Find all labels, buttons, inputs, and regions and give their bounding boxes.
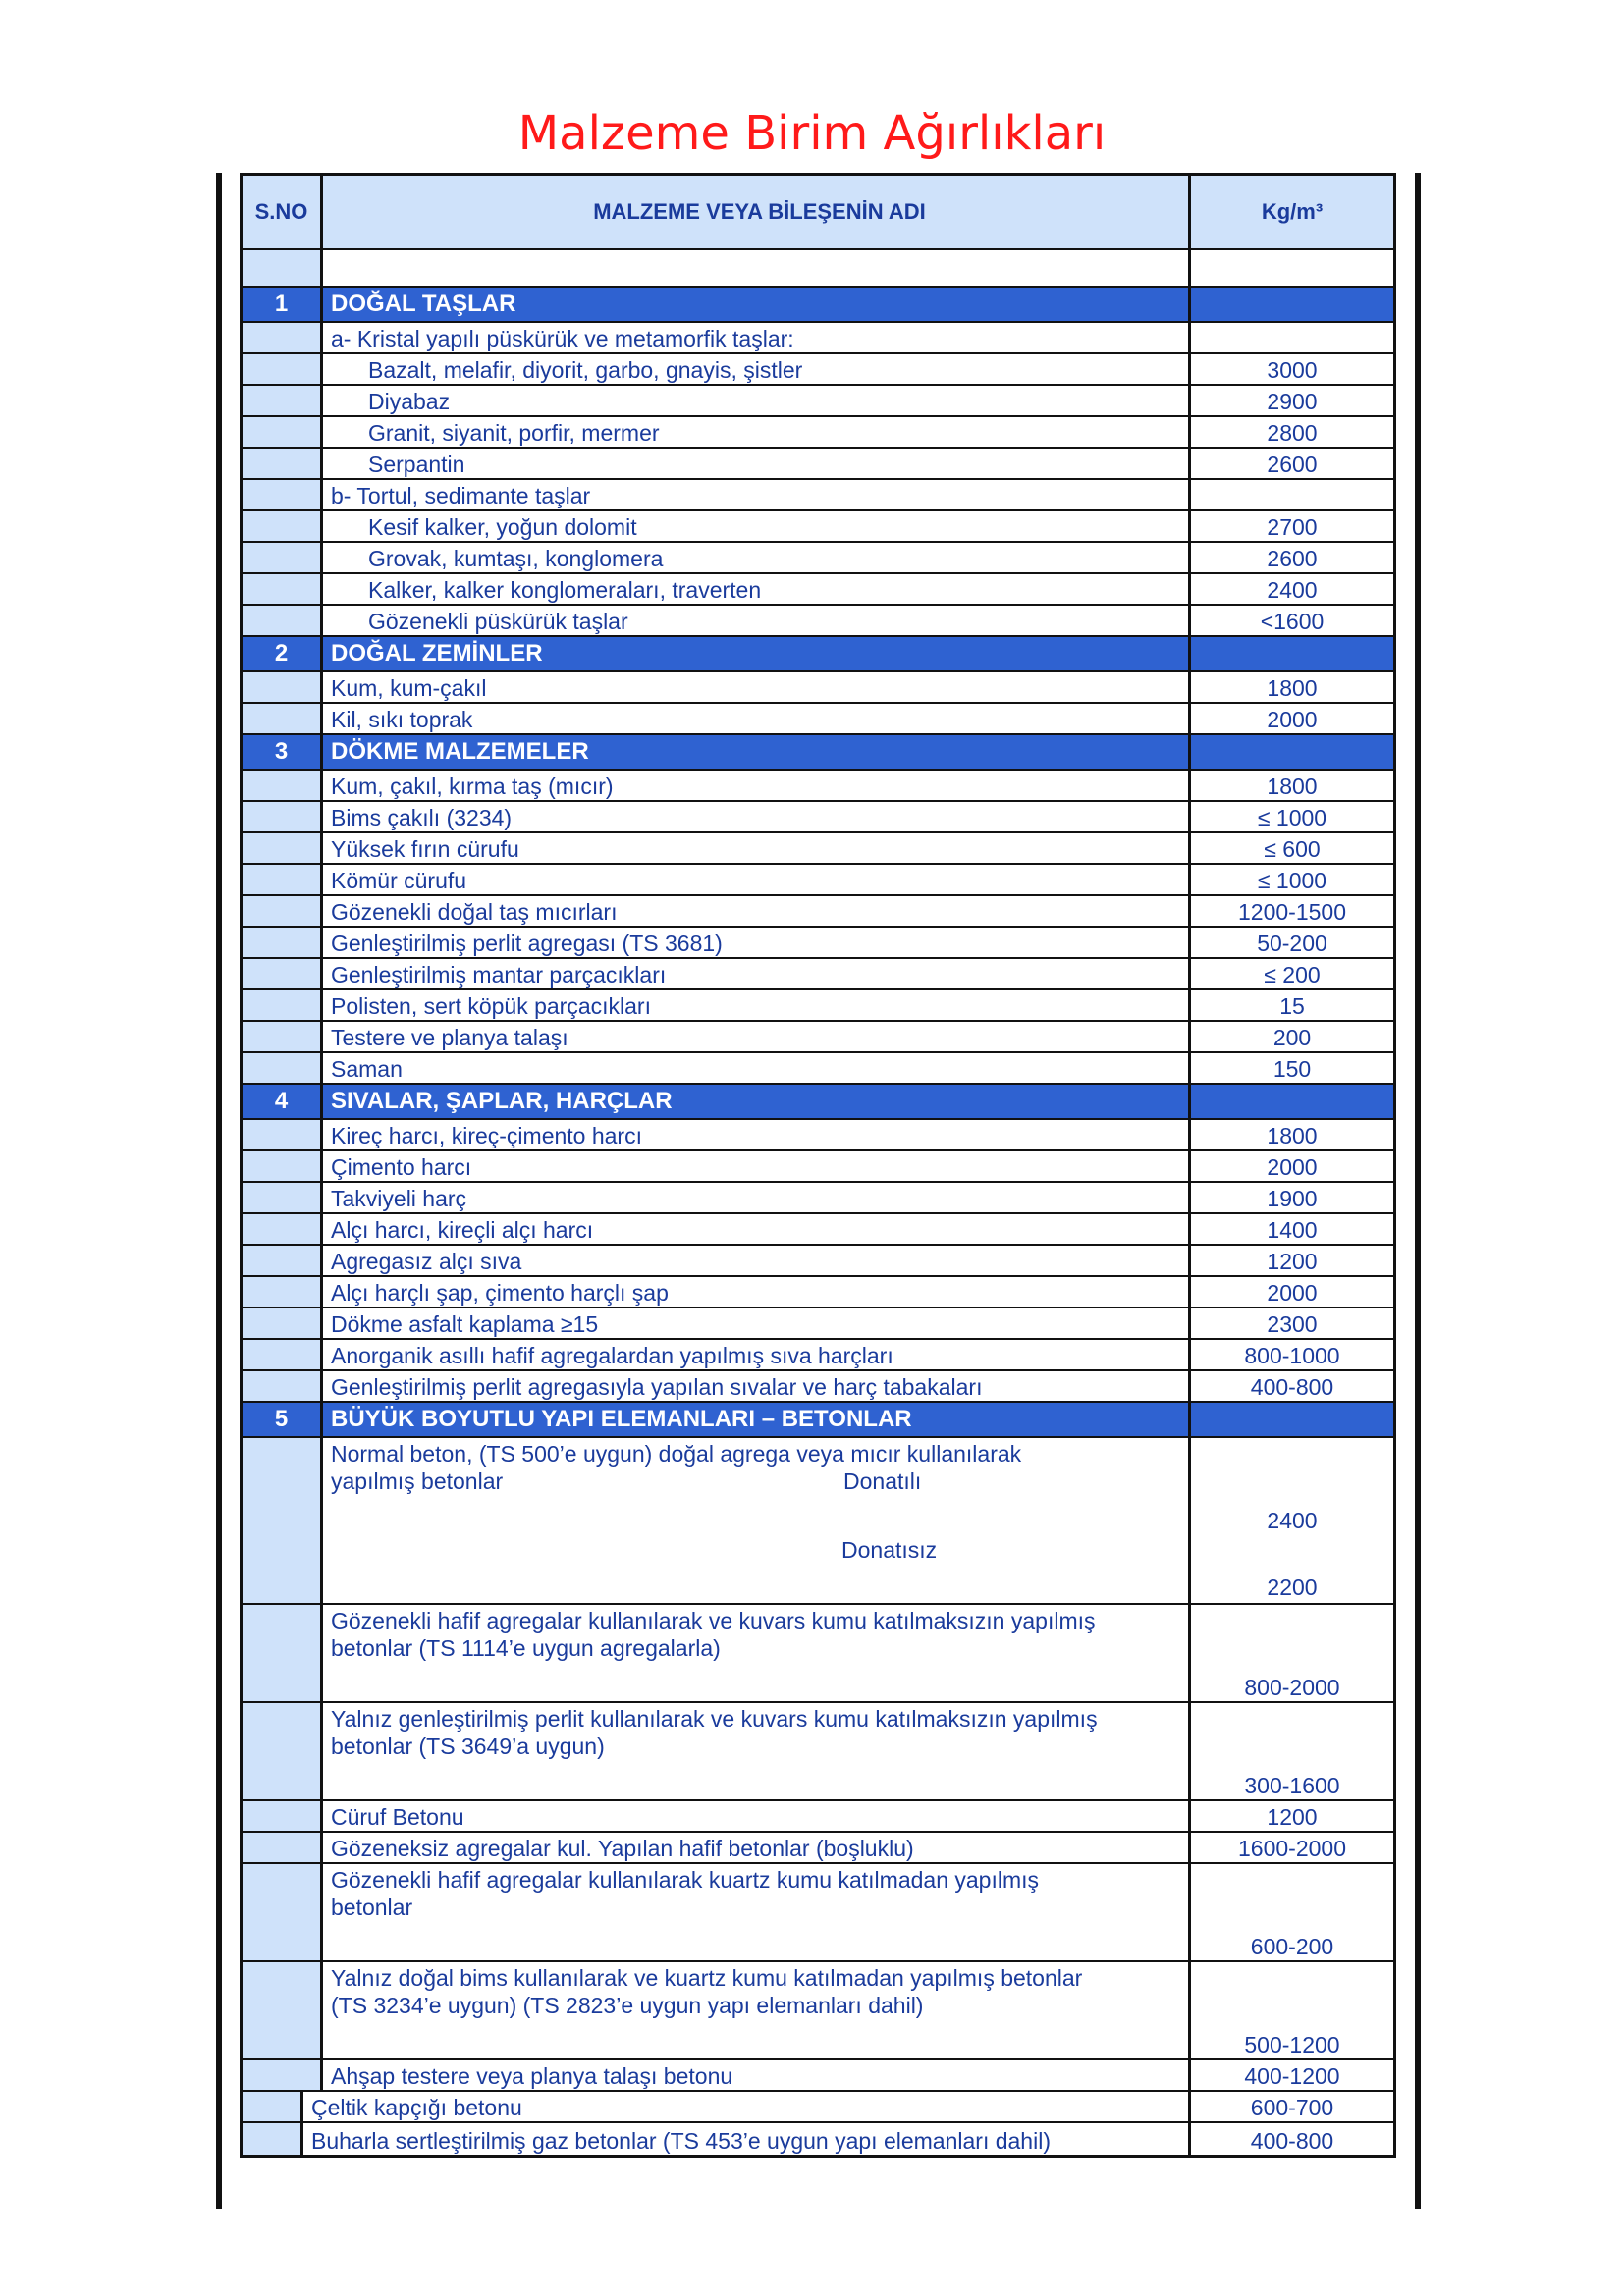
- left-border-line: [216, 173, 222, 2209]
- sno-cell: [243, 1277, 323, 1307]
- sno-cell: [243, 543, 323, 572]
- sno-cell: [243, 574, 323, 604]
- table-row: [240, 672, 1396, 704]
- table-row: [240, 865, 1396, 896]
- material-name: Anorganik asıllı hafif agregalardan yapılmış sıva harçları: [323, 1340, 1191, 1369]
- sno-cell: [243, 865, 323, 894]
- material-name: Kömür cürufu: [323, 865, 1191, 894]
- table-row: [240, 606, 1396, 637]
- right-border-line: [1415, 173, 1421, 2209]
- variant-label: Donatılı: [843, 1468, 922, 1494]
- value-text: 2400: [1267, 1508, 1318, 1533]
- material-value: 1800: [1267, 1123, 1318, 1148]
- material-name: Çeltik kapçığı betonu: [303, 2092, 1191, 2121]
- table-row: [240, 833, 1396, 865]
- table-row: [240, 480, 1396, 511]
- material-value: 300-1600: [1244, 1773, 1340, 1798]
- sno-cell: [243, 959, 323, 988]
- section-header-row: [240, 1403, 1396, 1438]
- material-name: Bims çakılı (3234): [323, 802, 1191, 831]
- table-row: [240, 1151, 1396, 1183]
- material-name: Genleştirilmiş perlit agregasıyla yapılan sıvalar ve harç tabakaları: [323, 1371, 1191, 1401]
- material-name: Çimento harcı: [323, 1151, 1191, 1181]
- material-value: 2300: [1267, 1311, 1318, 1337]
- header-material-name: MALZEME VEYA BİLEŞENİN ADI: [323, 176, 1191, 248]
- sno-cell: [243, 1214, 323, 1244]
- table-row: [240, 1214, 1396, 1246]
- material-value: 1200: [1267, 1249, 1318, 1274]
- material-name: Kalker, kalker konglomeraları, traverten: [323, 574, 1191, 604]
- material-value: 2700: [1267, 514, 1318, 540]
- material-name: Kil, sıkı toprak: [323, 704, 1191, 733]
- material-value: 2400: [1267, 577, 1318, 603]
- table-row: [240, 417, 1396, 449]
- section-header-row: [240, 1085, 1396, 1120]
- section-number: 1: [243, 288, 323, 321]
- table-row: [240, 323, 1396, 354]
- sno-cell: [243, 704, 323, 733]
- sno-cell: [243, 1801, 323, 1831]
- material-value: 500-1200: [1244, 2032, 1340, 2057]
- material-value: 150: [1272, 1056, 1312, 1082]
- sno-cell: [243, 2092, 303, 2121]
- table-row: [240, 771, 1396, 802]
- material-value: 2900: [1267, 389, 1318, 414]
- header-sno: S.NO: [243, 176, 323, 248]
- material-name: Cüruf Betonu: [323, 1801, 1191, 1831]
- material-value: 2000: [1267, 1154, 1318, 1180]
- sno-cell: [243, 480, 323, 509]
- material-name: Ahşap testere veya planya talaşı betonu: [323, 2060, 1191, 2090]
- material-value: 1200: [1267, 1804, 1318, 1830]
- table-row: [240, 1371, 1396, 1403]
- material-name: Diyabaz: [323, 386, 1191, 415]
- table-row: [240, 386, 1396, 417]
- section-title: DOĞAL ZEMİNLER: [323, 637, 1191, 670]
- material-value: 600-200: [1250, 1934, 1334, 1959]
- material-name: Alçı harcı, kireçli alçı harcı: [323, 1214, 1191, 1244]
- table-row: [240, 896, 1396, 928]
- table-row: [240, 1864, 1396, 1962]
- section-header-row: [240, 637, 1396, 672]
- material-name: Yüksek fırın cürufu: [323, 833, 1191, 863]
- material-name: b- Tortul, sedimante taşlar: [323, 480, 1191, 509]
- material-name: Saman: [323, 1053, 1191, 1083]
- table-row: [240, 1246, 1396, 1277]
- sno-cell: [243, 1864, 323, 1960]
- material-weights-table: [240, 173, 1396, 2158]
- section-value-cell: [1191, 1085, 1393, 1118]
- sno-cell: [243, 1962, 323, 2058]
- sno-cell: [243, 896, 323, 926]
- material-name: Testere ve planya talaşı: [323, 1022, 1191, 1051]
- table-row: [240, 1308, 1396, 1340]
- table-row: [240, 1703, 1396, 1801]
- material-value: ≤ 1000: [1257, 868, 1327, 893]
- table-header-row: [240, 176, 1396, 250]
- sno-cell: [243, 802, 323, 831]
- table-row: [240, 1605, 1396, 1703]
- sno-cell: [243, 771, 323, 800]
- sno-cell: [243, 928, 323, 957]
- material-value: 2600: [1267, 546, 1318, 571]
- sno-cell: [243, 449, 323, 478]
- material-value: ≤ 600: [1264, 836, 1321, 862]
- table-row: [240, 449, 1396, 480]
- material-name: Kum, kum-çakıl: [323, 672, 1191, 702]
- material-name: Kesif kalker, yoğun dolomit: [323, 511, 1191, 541]
- table-row: [240, 2123, 1396, 2155]
- table-row: [240, 704, 1396, 735]
- material-value: 1900: [1267, 1186, 1318, 1211]
- material-value: <1600: [1260, 609, 1325, 634]
- sno-cell: [243, 1120, 323, 1149]
- sno-cell: [243, 1340, 323, 1369]
- sno-cell: [243, 1833, 323, 1862]
- material-name: Serpantin: [323, 449, 1191, 478]
- material-name-text: Normal beton, (TS 500’e uygun) doğal agrega veya mıcır kullanılarak yapılmış betonlar: [331, 1441, 1022, 1494]
- material-name: Alçı harçlı şap, çimento harçlı şap: [323, 1277, 1191, 1307]
- sno-cell: [243, 323, 323, 352]
- table-row: [240, 1120, 1396, 1151]
- sno-cell: [243, 1022, 323, 1051]
- material-value: 1800: [1267, 675, 1318, 701]
- material-name: [323, 1438, 1191, 1603]
- sno-cell: [243, 2123, 303, 2155]
- table-row: [240, 1438, 1396, 1605]
- material-value: 400-800: [1250, 2128, 1334, 2154]
- material-name: Gözenekli hafif agregalar kullanılarak ve kuvars kumu katılmaksızın yapılmış betonlar (TS 1114’e uygun agregalarla): [323, 1605, 1191, 1701]
- material-name: Agregasız alçı sıva: [323, 1246, 1191, 1275]
- material-name: Takviyeli harç: [323, 1183, 1191, 1212]
- material-value: 1400: [1267, 1217, 1318, 1243]
- table-row: [240, 1022, 1396, 1053]
- material-name: Kireç harcı, kireç-çimento harcı: [323, 1120, 1191, 1149]
- page-title: Malzeme Birim Ağırlıkları: [517, 106, 1107, 161]
- table-row: [240, 1801, 1396, 1833]
- variant-label: Donatısız: [841, 1537, 938, 1563]
- section-title: BÜYÜK BOYUTLU YAPI ELEMANLARI – BETONLAR: [323, 1403, 1191, 1436]
- table-row: [240, 1053, 1396, 1085]
- table-row: [240, 1277, 1396, 1308]
- sno-cell: [243, 511, 323, 541]
- sno-cell: [243, 990, 323, 1020]
- material-name: Kum, çakıl, kırma taş (mıcır): [323, 771, 1191, 800]
- table-row: [240, 574, 1396, 606]
- material-name: a- Kristal yapılı püskürük ve metamorfik taşlar:: [323, 323, 1191, 352]
- material-name: Gözenekli püskürük taşlar: [323, 606, 1191, 635]
- section-value-cell: [1191, 1403, 1393, 1436]
- material-value: ≤ 200: [1264, 962, 1321, 988]
- section-value-cell: [1191, 637, 1393, 670]
- material-value: [1191, 323, 1393, 352]
- material-value: 15: [1279, 993, 1305, 1019]
- section-title: SIVALAR, ŞAPLAR, HARÇLAR: [323, 1085, 1191, 1118]
- table-row: [240, 543, 1396, 574]
- material-name: Buharla sertleştirilmiş gaz betonlar (TS 453’e uygun yapı elemanları dahil): [303, 2123, 1191, 2155]
- table-row: [240, 354, 1396, 386]
- sno-cell: [243, 1151, 323, 1181]
- table-row: [240, 1962, 1396, 2060]
- sno-cell: [243, 1605, 323, 1701]
- sno-cell: [243, 672, 323, 702]
- material-name: Genleştirilmiş mantar parçacıkları: [323, 959, 1191, 988]
- table-row: [240, 1833, 1396, 1864]
- table-row: [240, 990, 1396, 1022]
- section-number: 2: [243, 637, 323, 670]
- table-row: [240, 2092, 1396, 2123]
- sno-cell: [243, 1371, 323, 1401]
- section-title: DÖKME MALZEMELER: [323, 735, 1191, 769]
- sno-cell: [243, 386, 323, 415]
- material-name: Yalnız doğal bims kullanılarak ve kuartz kumu katılmadan yapılmış betonlar (TS 3234’e uygun) (TS 2823’e uygun yapı elemanları dahil): [323, 1962, 1191, 2058]
- material-value: 2800: [1267, 420, 1318, 446]
- sno-cell: [243, 606, 323, 635]
- material-value: 1800: [1267, 774, 1318, 799]
- sno-cell: [243, 2060, 323, 2090]
- material-name: Grovak, kumtaşı, konglomera: [323, 543, 1191, 572]
- section-number: 5: [243, 1403, 323, 1436]
- table-row: [240, 2060, 1396, 2092]
- material-value: 3000: [1267, 357, 1318, 383]
- material-name: Genleştirilmiş perlit agregası (TS 3681): [323, 928, 1191, 957]
- sno-cell: [243, 1053, 323, 1083]
- table-row: [240, 1340, 1396, 1371]
- material-value: 2000: [1267, 1280, 1318, 1306]
- material-value: 50-200: [1257, 931, 1327, 956]
- sno-cell: [243, 417, 323, 447]
- section-title: DOĞAL TAŞLAR: [323, 288, 1191, 321]
- material-value: 1600-2000: [1238, 1836, 1346, 1861]
- material-value: 1200-1500: [1238, 899, 1346, 925]
- material-name: Dökme asfalt kaplama ≥15: [323, 1308, 1191, 1338]
- section-value-cell: [1191, 735, 1393, 769]
- sno-cell: [243, 1703, 323, 1799]
- material-value: 600-700: [1250, 2095, 1334, 2120]
- header-unit: Kg/m³: [1191, 176, 1393, 248]
- material-name: Yalnız genleştirilmiş perlit kullanılarak ve kuvars kumu katılmaksızın yapılmış betonlar (TS 3649’a uygun): [323, 1703, 1191, 1799]
- sno-cell: [243, 1183, 323, 1212]
- material-value: ≤ 1000: [1257, 805, 1327, 830]
- material-value: [1191, 1438, 1393, 1603]
- section-header-row: [240, 288, 1396, 323]
- empty-row: [240, 250, 1396, 288]
- table-row: [240, 511, 1396, 543]
- material-value: 200: [1272, 1025, 1312, 1050]
- sno-cell: [243, 354, 323, 384]
- material-name: Granit, siyanit, porfir, mermer: [323, 417, 1191, 447]
- section-value-cell: [1191, 288, 1393, 321]
- material-name: Gözenekli hafif agregalar kullanılarak kuartz kumu katılmadan yapılmış betonlar: [323, 1864, 1191, 1960]
- sno-cell: [243, 833, 323, 863]
- material-value: 400-800: [1250, 1374, 1334, 1400]
- material-value: 2600: [1267, 452, 1318, 477]
- material-value: 400-1200: [1244, 2063, 1340, 2089]
- table-row: [240, 928, 1396, 959]
- sno-cell: [243, 1438, 323, 1603]
- material-name: Polisten, sert köpük parçacıkları: [323, 990, 1191, 1020]
- sno-cell: [243, 1246, 323, 1275]
- material-name: Gözenekli doğal taş mıcırları: [323, 896, 1191, 926]
- table-row: [240, 802, 1396, 833]
- table-row: [240, 959, 1396, 990]
- section-header-row: [240, 735, 1396, 771]
- material-value: [1191, 480, 1393, 509]
- value-text: 2200: [1267, 1575, 1318, 1600]
- material-name: Gözeneksiz agregalar kul. Yapılan hafif betonlar (boşluklu): [323, 1833, 1191, 1862]
- material-value: 800-2000: [1244, 1675, 1340, 1700]
- material-value: 800-1000: [1244, 1343, 1340, 1368]
- material-value: 2000: [1267, 707, 1318, 732]
- material-name: Bazalt, melafir, diyorit, garbo, gnayis, şistler: [323, 354, 1191, 384]
- section-number: 3: [243, 735, 323, 769]
- section-number: 4: [243, 1085, 323, 1118]
- sno-cell: [243, 1308, 323, 1338]
- table-row: [240, 1183, 1396, 1214]
